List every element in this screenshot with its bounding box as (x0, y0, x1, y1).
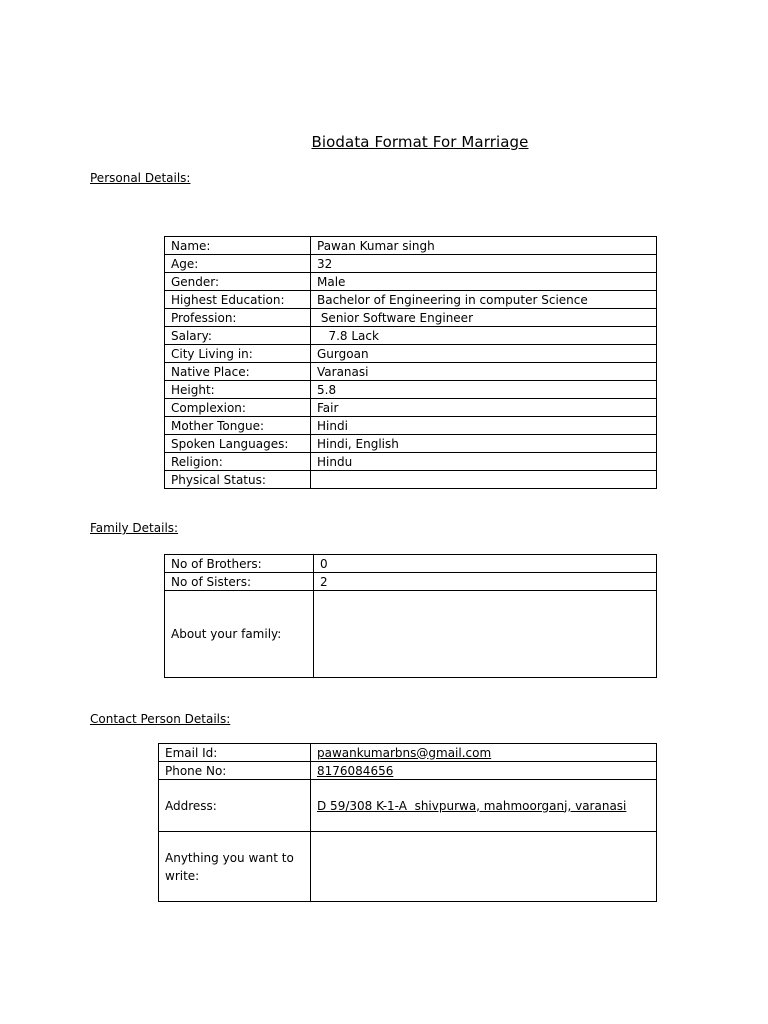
personal-details-table (164, 236, 657, 489)
complexion-value: Fair (311, 399, 657, 417)
table-row (165, 573, 657, 591)
contact-details-heading: Contact Person Details: (90, 712, 231, 726)
family-details-table (164, 554, 657, 678)
table-row (165, 237, 657, 255)
table-row (165, 255, 657, 273)
salary-label: Salary: (165, 327, 311, 345)
table-row (165, 291, 657, 309)
religion-value: Hindu (311, 453, 657, 471)
gender-label: Gender: (165, 273, 311, 291)
about-family-label: About your family: (165, 591, 314, 678)
name-label: Name: (165, 237, 311, 255)
table-row (165, 555, 657, 573)
page-title: Biodata Format For Marriage (311, 133, 529, 151)
sisters-value: 2 (314, 573, 657, 591)
table-row (165, 417, 657, 435)
physical-status-value (311, 471, 657, 489)
age-label: Age: (165, 255, 311, 273)
table-row (165, 345, 657, 363)
table-row (159, 832, 657, 902)
address-label: Address: (159, 780, 311, 832)
profession-value: Senior Software Engineer (311, 309, 657, 327)
email-label: Email Id: (159, 744, 311, 762)
phone-label: Phone No: (159, 762, 311, 780)
education-label: Highest Education: (165, 291, 311, 309)
family-details-heading: Family Details: (90, 521, 179, 535)
height-value: 5.8 (311, 381, 657, 399)
physical-status-label: Physical Status: (165, 471, 311, 489)
spoken-languages-label: Spoken Languages: (165, 435, 311, 453)
anything-to-write-label: Anything you want to write: (159, 832, 311, 902)
about-family-value (314, 591, 657, 678)
address-value: D 59/308 K-1-A shivpurwa, mahmoorganj, varanasi (311, 780, 657, 832)
name-value: Pawan Kumar singh (311, 237, 657, 255)
salary-value: 7.8 Lack (311, 327, 657, 345)
table-row (159, 762, 657, 780)
native-place-value: Varanasi (311, 363, 657, 381)
education-value: Bachelor of Engineering in computer Science (311, 291, 657, 309)
profession-label: Profession: (165, 309, 311, 327)
table-row (165, 363, 657, 381)
mother-tongue-label: Mother Tongue: (165, 417, 311, 435)
sisters-label: No of Sisters: (165, 573, 314, 591)
table-row (165, 309, 657, 327)
phone-link[interactable]: 8176084656 (311, 762, 657, 780)
table-row (165, 453, 657, 471)
city-value: Gurgoan (311, 345, 657, 363)
complexion-label: Complexion: (165, 399, 311, 417)
contact-details-table (158, 743, 657, 902)
table-row (165, 381, 657, 399)
table-row (165, 273, 657, 291)
religion-label: Religion: (165, 453, 311, 471)
table-row (165, 435, 657, 453)
mother-tongue-value: Hindi (311, 417, 657, 435)
personal-details-heading: Personal Details: (90, 171, 191, 185)
table-row (165, 399, 657, 417)
anything-to-write-value (311, 832, 657, 902)
height-label: Height: (165, 381, 311, 399)
age-value: 32 (311, 255, 657, 273)
table-row (165, 471, 657, 489)
brothers-value: 0 (314, 555, 657, 573)
table-row (165, 591, 657, 678)
gender-value: Male (311, 273, 657, 291)
table-row (165, 327, 657, 345)
table-row (159, 744, 657, 762)
spoken-languages-value: Hindi, English (311, 435, 657, 453)
email-link[interactable]: pawankumarbns@gmail.com (311, 744, 657, 762)
city-label: City Living in: (165, 345, 311, 363)
table-row (159, 780, 657, 832)
brothers-label: No of Brothers: (165, 555, 314, 573)
native-place-label: Native Place: (165, 363, 311, 381)
